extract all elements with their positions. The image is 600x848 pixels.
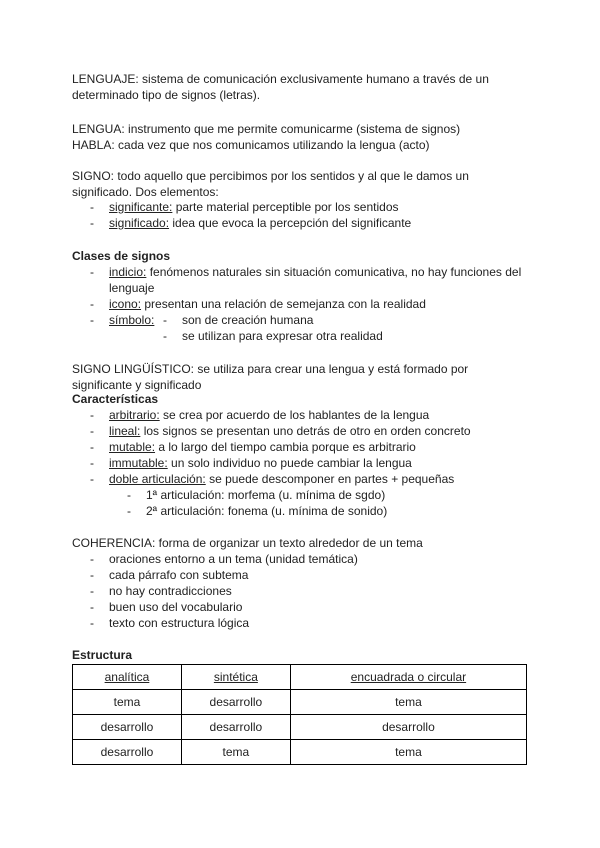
table-cell: tema [290, 690, 526, 715]
estructura-heading: Estructura [72, 648, 133, 662]
definition: los signos se presentan uno detrás de otro en orden concreto [140, 424, 471, 438]
table-header [290, 665, 526, 690]
table-header-row [73, 665, 527, 690]
signo-label: SIGNO: [72, 169, 115, 183]
bullet: - [90, 440, 94, 454]
term: indicio: [109, 265, 147, 279]
term: símbolo: [109, 313, 155, 327]
bullet: - [163, 313, 167, 327]
signo-linguistico-label: SIGNO LINGÜÍSTICO: [72, 362, 195, 376]
table-row [73, 740, 527, 765]
definition: un solo individuo no puede cambiar la lengua [167, 456, 412, 470]
term: icono: [109, 297, 142, 311]
lenguaje-paragraph [72, 71, 532, 103]
bullet: - [90, 600, 94, 614]
table-row [73, 715, 527, 740]
signo-linguistico-text: se utiliza para crear una lengua y está formado por significante y significado [72, 362, 469, 392]
bullet: - [90, 456, 94, 470]
estructura-table [72, 664, 527, 765]
bullet: - [90, 408, 94, 422]
lengua-label: LENGUA: [72, 122, 125, 136]
definition-continued: lenguaje [109, 281, 155, 295]
sub-definition: se utilizan para expresar otra realidad [182, 329, 383, 343]
bullet: - [90, 313, 94, 327]
term: mutable: [109, 440, 156, 454]
signo-text: todo aquello que percibimos por los sentidos y al que le damos un significado. Dos elementos: [72, 169, 469, 199]
bullet: - [90, 552, 94, 566]
signo-linguistico-paragraph [72, 361, 492, 393]
bullet: - [90, 297, 94, 311]
lengua-text: instrumento que me permite comunicarme (sistema de signos) [124, 122, 461, 136]
habla-paragraph [72, 137, 532, 153]
bullet: - [90, 200, 94, 214]
header-label: sintética [213, 670, 258, 684]
definition: presentan una relación de semejanza con la realidad [141, 297, 426, 311]
term: doble articulación: [109, 472, 206, 486]
header-label: encuadrada o circular [350, 670, 467, 684]
bullet: - [127, 488, 131, 502]
table-cell: tema [73, 690, 182, 715]
lengua-paragraph [72, 121, 532, 137]
sub-definition: 2ª articulación: fonema (u. mínima de sonido) [146, 504, 388, 518]
table-cell: desarrollo [290, 715, 526, 740]
bullet: - [127, 504, 131, 518]
signo-paragraph [72, 168, 532, 200]
list-item-text: buen uso del vocabulario [109, 600, 243, 614]
table-row [73, 690, 527, 715]
term: arbitrario: [109, 408, 160, 422]
bullet: - [90, 472, 94, 486]
table-header [73, 665, 182, 690]
term: significado: [109, 216, 170, 230]
header-label: analítica [104, 670, 150, 684]
coherencia-label: COHERENCIA: [72, 536, 156, 550]
bullet: - [90, 584, 94, 598]
coherencia-text: forma de organizar un texto alrededor de un tema [155, 536, 423, 550]
habla-text: cada vez que nos comunicamos utilizando la lengua (acto) [114, 138, 430, 152]
definition: parte material perceptible por los sentidos [172, 200, 399, 214]
definition: se crea por acuerdo de los hablantes de la lengua [159, 408, 430, 422]
clases-heading: Clases de signos [72, 249, 171, 263]
definition: idea que evoca la percepción del significante [169, 216, 412, 230]
habla-label: HABLA: [72, 138, 115, 152]
bullet: - [90, 616, 94, 630]
sub-definition: son de creación humana [182, 313, 314, 327]
term: significante: [109, 200, 173, 214]
lenguaje-text: sistema de comunicación exclusivamente humano a través de un determinado tipo de signos (letras). [72, 72, 489, 102]
bullet: - [163, 329, 167, 343]
coherencia-paragraph [72, 535, 532, 551]
list-item-text: cada párrafo con subtema [109, 568, 249, 582]
bullet: - [90, 216, 94, 230]
term: lineal: [109, 424, 141, 438]
list-item-text: texto con estructura lógica [109, 616, 250, 630]
table-cell: desarrollo [73, 715, 182, 740]
table-cell: desarrollo [181, 715, 290, 740]
sub-definition: 1ª articulación: morfema (u. mínima de sgdo) [146, 488, 386, 502]
bullet: - [90, 265, 94, 279]
bullet: - [90, 424, 94, 438]
lenguaje-label: LENGUAJE: [72, 72, 139, 86]
table-cell: desarrollo [181, 690, 290, 715]
table-cell: desarrollo [73, 740, 182, 765]
definition: a lo largo del tiempo cambia porque es arbitrario [155, 440, 416, 454]
term: immutable: [109, 456, 168, 470]
list-item-text: oraciones entorno a un tema (unidad temática) [109, 552, 358, 566]
table-header [181, 665, 290, 690]
definition: fenómenos naturales sin situación comunicativa, no hay funciones del [146, 265, 522, 279]
list-item-text: no hay contradicciones [109, 584, 232, 598]
table-cell: tema [290, 740, 526, 765]
definition: se puede descomponer en partes + pequeñas [205, 472, 455, 486]
table-cell: tema [181, 740, 290, 765]
caracteristicas-heading: Características [72, 392, 159, 406]
bullet: - [90, 568, 94, 582]
